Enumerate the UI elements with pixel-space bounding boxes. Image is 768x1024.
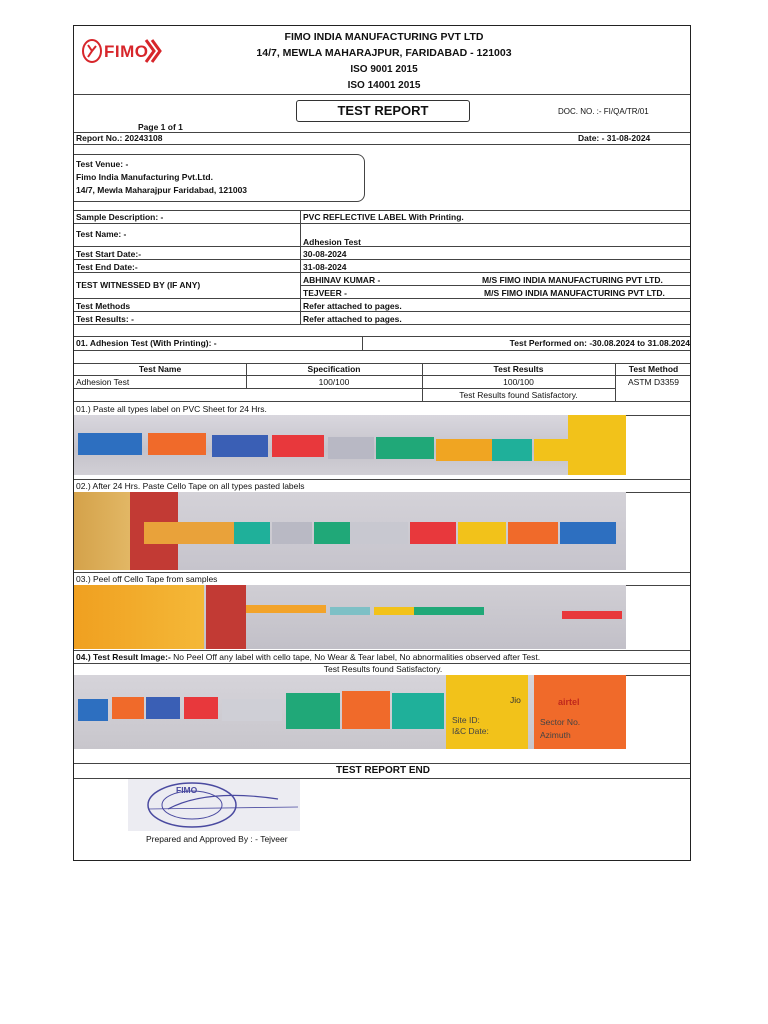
th-specification: Specification bbox=[307, 364, 361, 374]
step1-caption: 01.) Paste all types label on PVC Sheet for 24 Hrs. bbox=[76, 404, 267, 414]
section1-performed: Test Performed on: -30.08.2024 to 31.08.2024 bbox=[509, 338, 690, 348]
sample-value: PVC REFLECTIVE LABEL With Printing. bbox=[303, 212, 464, 222]
azimuth-label: Azimuth bbox=[540, 730, 571, 740]
seal-text: FIMO bbox=[176, 785, 198, 795]
airtel-label: airtel bbox=[558, 697, 580, 707]
step4-photo bbox=[74, 675, 626, 749]
ic-date-label: I&C Date: bbox=[452, 726, 489, 736]
step4-caption bbox=[76, 652, 540, 663]
results-value: Refer attached to pages. bbox=[303, 314, 402, 324]
step2-caption: 02.) After 24 Hrs. Paste Cello Tape on all types pasted labels bbox=[76, 481, 305, 491]
step1-photo bbox=[74, 415, 626, 475]
test-name-label: Test Name: - bbox=[76, 229, 127, 239]
iso-9001: ISO 9001 2015 bbox=[350, 64, 418, 75]
step2-photo bbox=[74, 492, 626, 570]
step3-caption: 03.) Peel off Cello Tape from samples bbox=[76, 574, 218, 584]
td-test-results: 100/100 bbox=[503, 377, 534, 387]
sector-label: Sector No. bbox=[540, 717, 581, 727]
company-seal-image bbox=[128, 779, 300, 831]
end-date-value: 31-08-2024 bbox=[303, 262, 347, 272]
witness1-name: ABHINAV KUMAR - bbox=[303, 275, 381, 285]
doc-number: DOC. NO. :- FI/QA/TR/01 bbox=[558, 107, 649, 116]
jio-label: Jio bbox=[510, 695, 521, 705]
step4-note: Test Results found Satisfactory. bbox=[323, 664, 443, 674]
seal-stamp-icon bbox=[128, 779, 300, 831]
end-date-label: Test End Date:- bbox=[76, 262, 138, 272]
company-address: 14/7, MEWLA MAHARAJPUR, FARIDABAD - 121003 bbox=[256, 47, 512, 59]
venue-line2: 14/7, Mewla Maharajpur Faridabad, 121003 bbox=[76, 185, 248, 195]
report-date: Date: - 31-08-2024 bbox=[578, 133, 651, 143]
methods-label: Test Methods bbox=[76, 301, 131, 311]
td-specification: 100/100 bbox=[318, 377, 350, 387]
witness2-org: M/S FIMO INDIA MANUFACTURING PVT LTD. bbox=[484, 288, 665, 298]
prepared-by: Prepared and Approved By : - Tejveer bbox=[146, 834, 288, 844]
start-date-label: Test Start Date:- bbox=[76, 249, 142, 259]
logo-text: FIMO bbox=[104, 42, 149, 61]
page-indicator: Page 1 of 1 bbox=[138, 122, 183, 132]
step4-bold: 04.) Test Result Image:- bbox=[76, 652, 171, 662]
methods-value: Refer attached to pages. bbox=[303, 301, 402, 311]
step3-photo bbox=[74, 585, 626, 649]
table-note: Test Results found Satisfactory. bbox=[459, 390, 578, 400]
td-test-name: Adhesion Test bbox=[76, 377, 130, 387]
report-title: TEST REPORT bbox=[337, 103, 429, 118]
report-number: Report No.: 20243108 bbox=[76, 133, 163, 143]
venue-label: Test Venue: - bbox=[76, 159, 129, 169]
start-date-value: 30-08-2024 bbox=[303, 249, 347, 259]
venue-line1: Fimo India Manufacturing Pvt.Ltd. bbox=[76, 172, 213, 182]
site-id-label: Site ID: bbox=[452, 715, 480, 725]
th-test-results: Test Results bbox=[493, 364, 544, 374]
results-label: Test Results: - bbox=[76, 314, 134, 324]
sample-label: Sample Description: - bbox=[76, 212, 164, 222]
th-test-name: Test Name bbox=[138, 364, 182, 374]
witness1-org: M/S FIMO INDIA MANUFACTURING PVT LTD. bbox=[482, 275, 663, 285]
witness2-name: TEJVEER - bbox=[303, 288, 347, 298]
report-end-title: TEST REPORT END bbox=[336, 765, 430, 776]
section1-title: 01. Adhesion Test (With Printing): - bbox=[76, 338, 217, 348]
report-page bbox=[73, 25, 691, 861]
test-name-value: Adhesion Test bbox=[303, 237, 361, 247]
step4-rest: No Peel Off any label with cello tape, No Wear & Tear label, No abnormalities observed after Test. bbox=[170, 652, 541, 662]
company-name: FIMO INDIA MANUFACTURING PVT LTD bbox=[284, 31, 484, 43]
td-test-method: ASTM D3359 bbox=[627, 377, 680, 387]
company-logo bbox=[82, 36, 164, 66]
th-test-method: Test Method bbox=[628, 364, 679, 374]
iso-14001: ISO 14001 2015 bbox=[347, 80, 421, 91]
witness-label: TEST WITNESSED BY (IF ANY) bbox=[76, 280, 201, 290]
